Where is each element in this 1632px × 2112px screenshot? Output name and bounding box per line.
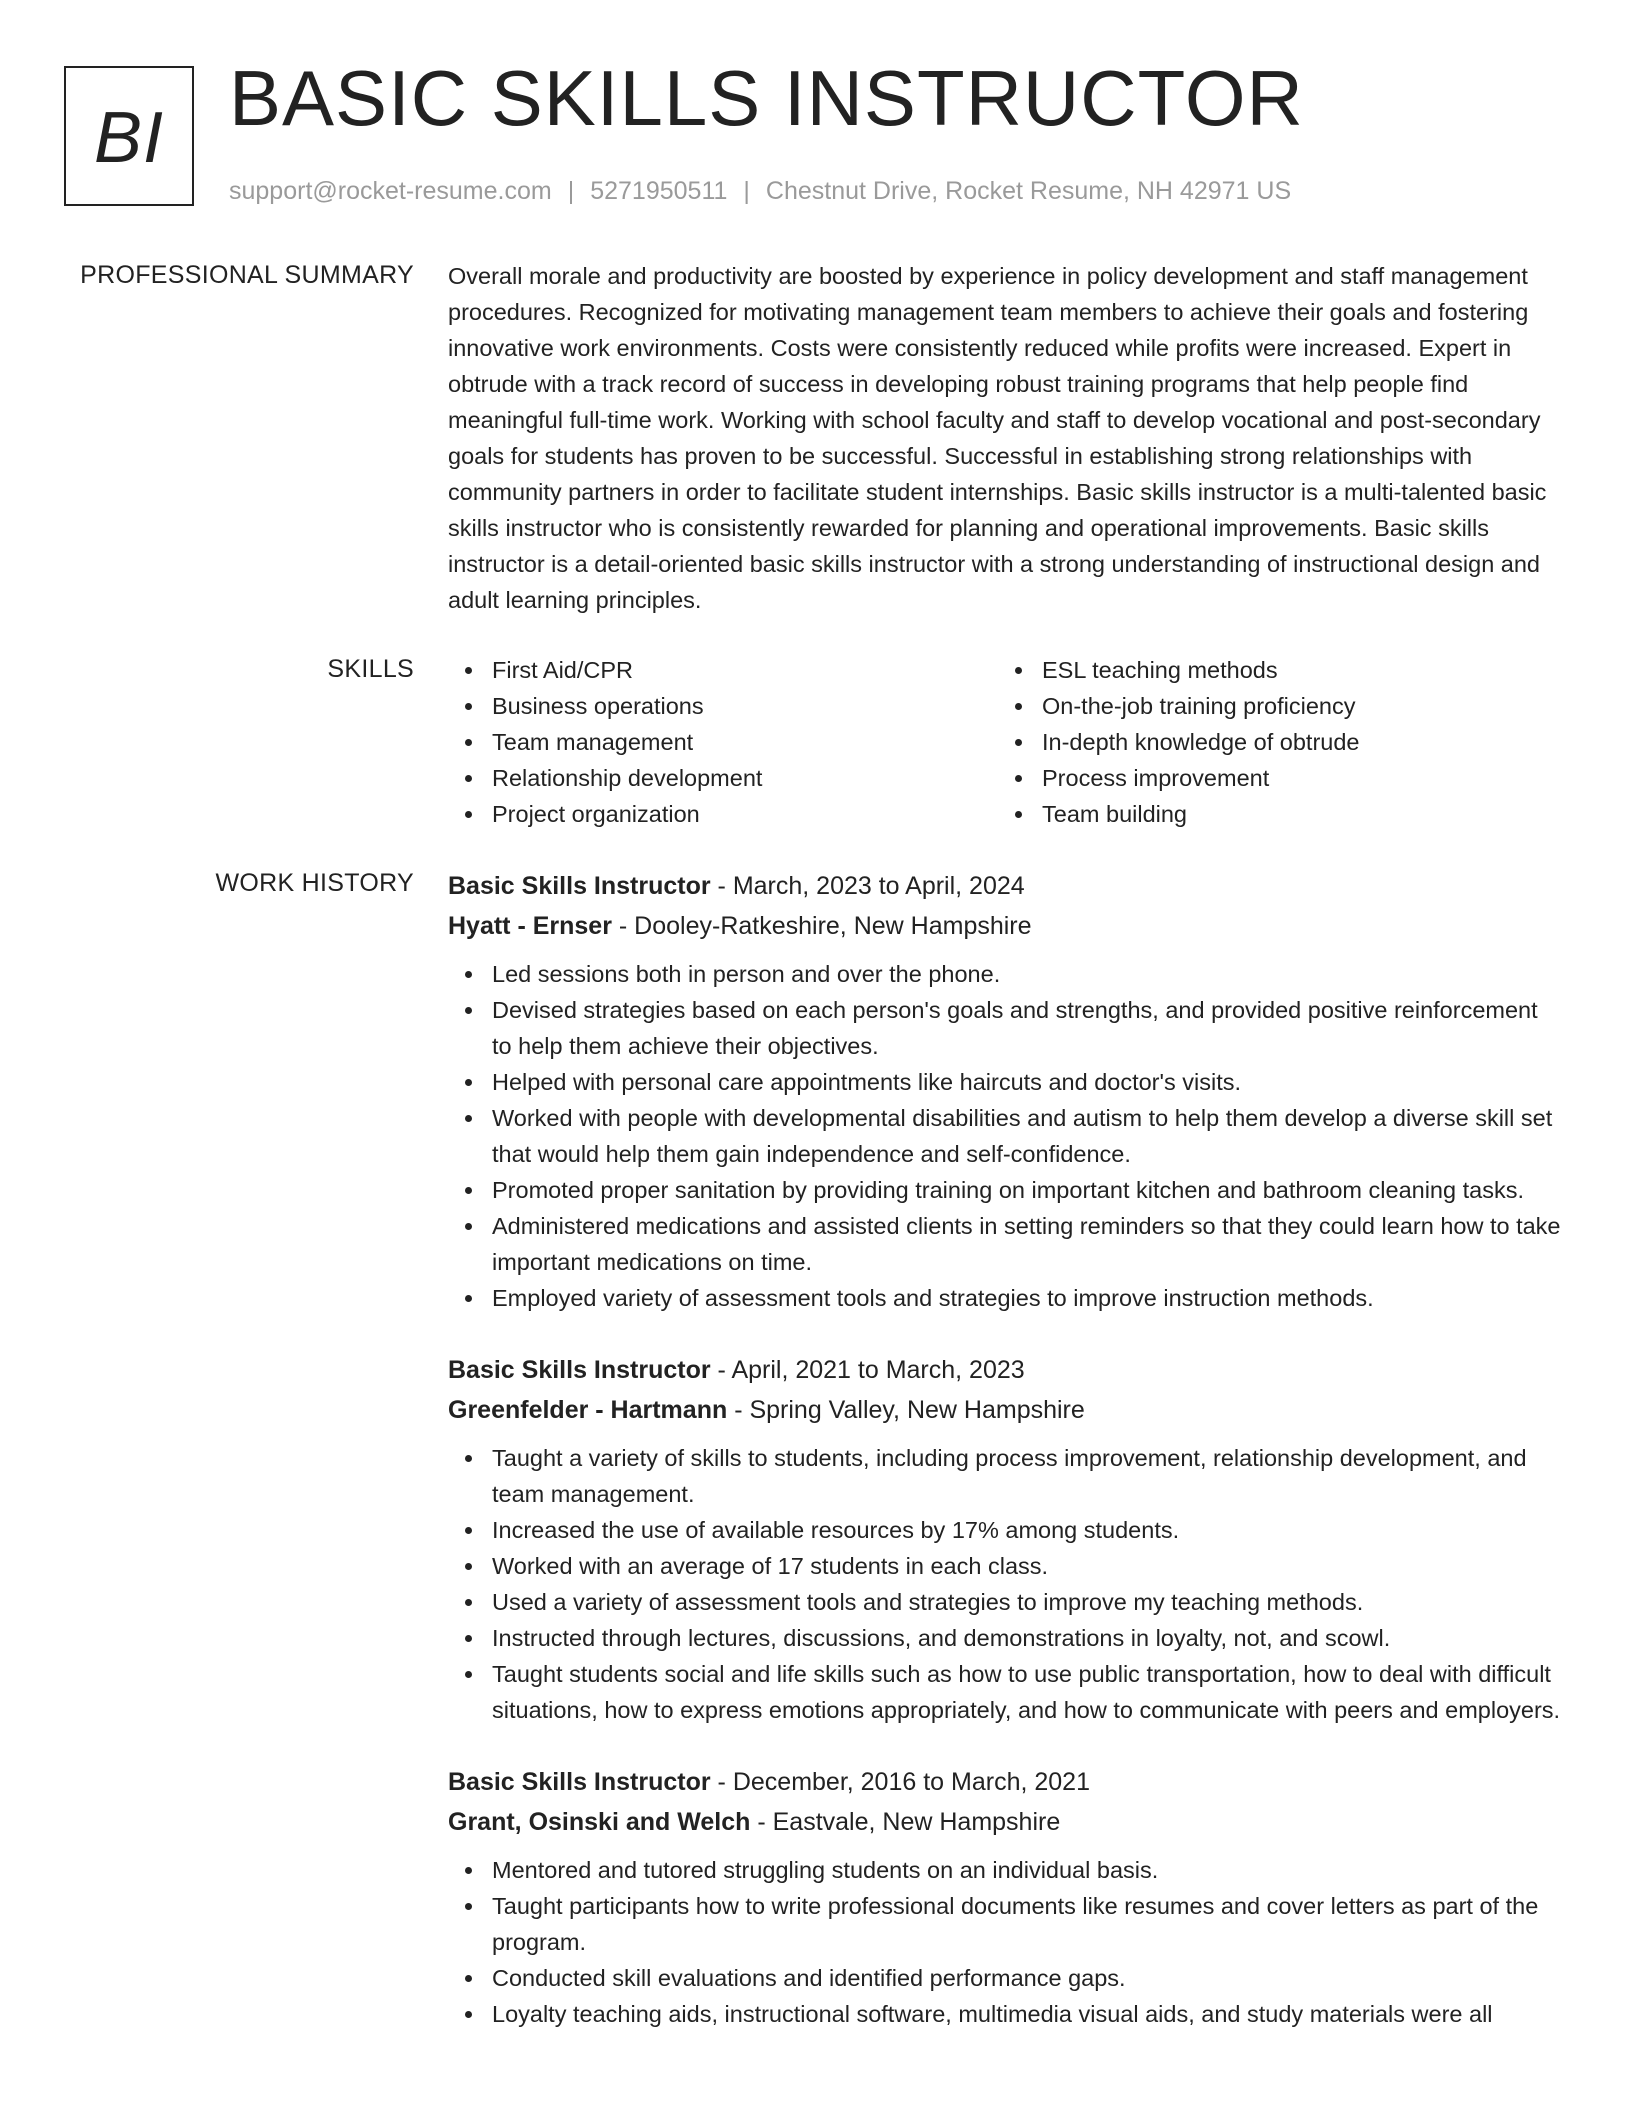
skills-list-left — [448, 652, 998, 832]
job-company: Grant, Osinski and Welch — [448, 1808, 751, 1836]
skill-item: Business operations — [492, 688, 998, 724]
skill-item: ESL teaching methods — [1042, 652, 1548, 688]
job-bullet: Mentored and tutored struggling students on an individual basis. — [492, 1852, 1562, 1888]
job-company: Greenfelder - Hartmann — [448, 1396, 728, 1424]
contact-phone: 5271950511 — [590, 177, 728, 205]
job-bullet: Worked with people with developmental disabilities and autism to help them develop a diverse skill set that would help them gain independence and self-confidence. — [492, 1100, 1562, 1172]
job-bullet: Used a variety of assessment tools and strategies to improve my teaching methods. — [492, 1584, 1562, 1620]
job-bullet: Taught students social and life skills such as how to use public transportation, how to deal with difficult situations, how to express emotions appropriately, and how to communicate with peers and employers. — [492, 1656, 1562, 1728]
skill-item: In-depth knowledge of obtrude — [1042, 724, 1548, 760]
job-bullet: Loyalty teaching aids, instructional software, multimedia visual aids, and study materials were all — [492, 1996, 1562, 2032]
job-bullet: Instructed through lectures, discussions, and demonstrations in loyalty, not, and scowl. — [492, 1620, 1562, 1656]
job-bullet: Administered medications and assisted clients in setting reminders so that they could learn how to take important medications on time. — [492, 1208, 1562, 1280]
job-company: Hyatt - Ernser — [448, 912, 612, 940]
job-dates: - March, 2023 to April, 2024 — [710, 872, 1025, 900]
job-role: Basic Skills Instructor — [448, 1356, 711, 1384]
job-bullet: Employed variety of assessment tools and strategies to improve instruction methods. — [492, 1280, 1562, 1316]
job-title-line — [448, 1762, 1562, 1802]
summary-title: PROFESSIONAL SUMMARY — [80, 261, 414, 289]
skill-item: First Aid/CPR — [492, 652, 998, 688]
resume-name: BASIC SKILLS INSTRUCTOR — [229, 54, 1304, 142]
job-title-line — [448, 866, 1562, 906]
summary-text: Overall morale and productivity are boosted by experience in policy development and staff management procedures. Recognized for motivating management team members to achieve their goals and fostering innovative work environments. Costs were consistently reduced while profits were increased. Expert in obtrude with a track record of success in developing robust training programs that help people find meaningful full-time work. Working with school faculty and staff to develop vocational and post-secondary goals for students has proven to be successful. Successful in establishing strong relationships with community partners in order to facilitate student internships. Basic skills instructor is a multi-talented basic skills instructor who is consistently rewarded for planning and operational improvements. Basic skills instructor is a detail-oriented basic skills instructor with a strong understanding of instructional design and adult learning principles. — [448, 263, 1547, 613]
job-bullet: Promoted proper sanitation by providing training on important kitchen and bathroom cleaning tasks. — [492, 1172, 1562, 1208]
job-bullet: Devised strategies based on each person's goals and strengths, and provided positive reinforcement to help them achieve their objectives. — [492, 992, 1562, 1064]
job-bullet: Taught participants how to write professional documents like resumes and cover letters as part of the program. — [492, 1888, 1562, 1960]
skills-grid — [448, 652, 1562, 832]
job-bullets — [448, 1440, 1562, 1728]
work-history-title: WORK HISTORY — [215, 869, 414, 897]
monogram-initials: BI — [93, 98, 165, 178]
job-bullet: Helped with personal care appointments like haircuts and doctor's visits. — [492, 1064, 1562, 1100]
job-bullet: Taught a variety of skills to students, including process improvement, relationship development, and team management. — [492, 1440, 1562, 1512]
job-entry — [448, 1762, 1562, 2032]
job-entry — [448, 1350, 1562, 1728]
skills-body — [448, 652, 1562, 832]
job-role: Basic Skills Instructor — [448, 872, 711, 900]
job-bullet: Increased the use of available resources by 17% among students. — [492, 1512, 1562, 1548]
contact-separator: | — [567, 177, 575, 205]
skill-item: Team management — [492, 724, 998, 760]
job-entry — [448, 866, 1562, 1316]
job-location: - Dooley-Ratkeshire, New Hampshire — [611, 912, 1032, 940]
skill-item: Process improvement — [1042, 760, 1548, 796]
skill-item: On-the-job training proficiency — [1042, 688, 1548, 724]
skills-list-right — [998, 652, 1548, 832]
job-company-line — [448, 1802, 1562, 1842]
contact-line — [229, 174, 1291, 208]
job-bullets — [448, 956, 1562, 1316]
job-location: - Eastvale, New Hampshire — [750, 1808, 1061, 1836]
job-bullet: Worked with an average of 17 students in each class. — [492, 1548, 1562, 1584]
work-history-body — [448, 866, 1562, 2066]
job-title-line — [448, 1350, 1562, 1390]
job-dates: - April, 2021 to March, 2023 — [710, 1356, 1025, 1384]
job-bullet: Led sessions both in person and over the phone. — [492, 956, 1562, 992]
job-dates: - December, 2016 to March, 2021 — [710, 1768, 1090, 1796]
skills-title: SKILLS — [327, 655, 414, 683]
job-role: Basic Skills Instructor — [448, 1768, 711, 1796]
summary-body — [448, 258, 1562, 618]
job-company-line — [448, 1390, 1562, 1430]
job-company-line — [448, 906, 1562, 946]
skill-item: Project organization — [492, 796, 998, 832]
monogram-badge — [64, 66, 194, 206]
job-location: - Spring Valley, New Hampshire — [727, 1396, 1085, 1424]
contact-address: Chestnut Drive, Rocket Resume, NH 42971 US — [765, 177, 1292, 205]
job-bullet: Conducted skill evaluations and identified performance gaps. — [492, 1960, 1562, 1996]
contact-separator: | — [743, 177, 750, 205]
job-bullets — [448, 1852, 1562, 2032]
skill-item: Relationship development — [492, 760, 998, 796]
skill-item: Team building — [1042, 796, 1548, 832]
contact-email: support@rocket-resume.com — [229, 177, 552, 205]
